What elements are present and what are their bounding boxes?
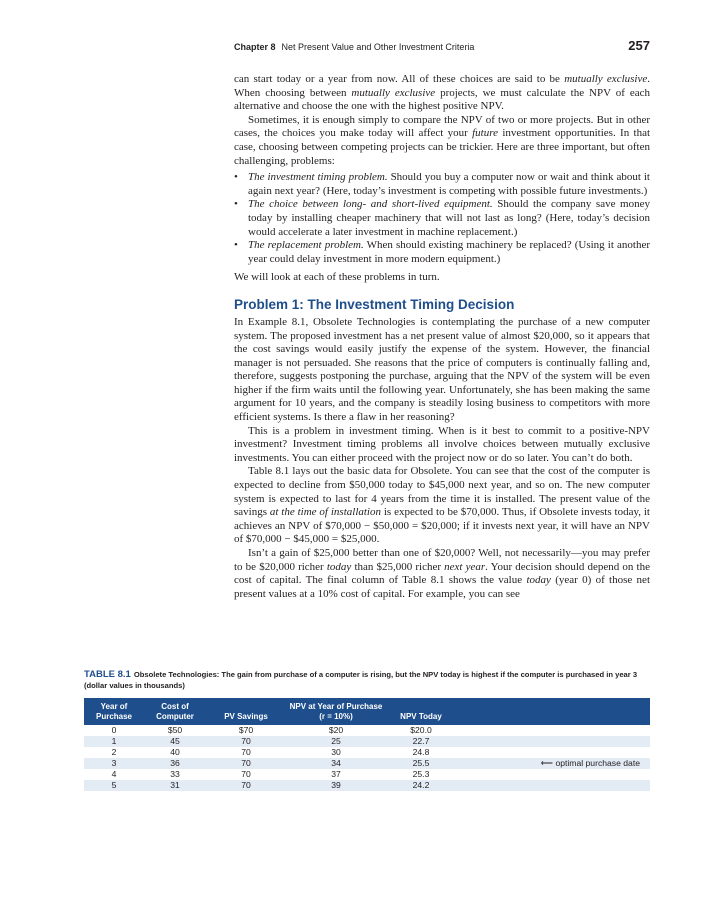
cell-year: 5 — [84, 780, 144, 791]
cell-note-optimal: ⟵ optimal purchase date — [456, 758, 650, 769]
cell-year: 4 — [111, 769, 117, 779]
cell-pv-savings: 70 — [206, 758, 286, 769]
table-row — [84, 736, 650, 747]
table-row — [84, 780, 650, 791]
cell-pv-savings: 70 — [206, 736, 286, 747]
paragraph: We will look at each of these problems in turn. — [234, 271, 440, 284]
col-note — [456, 698, 650, 725]
col-npv-today: NPV Today — [386, 698, 456, 725]
cell-npv-year: 34 — [286, 758, 386, 769]
table-caption — [84, 669, 650, 691]
cell-note — [456, 747, 650, 758]
col-year-of-purchase: Year of Purchase — [84, 698, 144, 725]
cell-cost: 40 — [170, 747, 180, 757]
cell-npv-today: 24.2 — [386, 780, 456, 791]
table-header-row — [84, 698, 650, 725]
cell-pv-savings: 70 — [241, 747, 251, 757]
body-text — [234, 73, 650, 601]
paragraph: Table 8.1 lays out the basic data for Obsolete. You can see that the cost of the computer is expected to decline from $50,000 today to $45,000 next year, and so on. The new computer system is expected to last for 4 years from the time it is installed. The present value of the savings at the time of installation is expected to be $70,000. Thus, if Obsolete invests today, it achieves an NPV of $70,000 − $50,000 = $20,000; if it invests next year, it will have an NPV of $70,000 − $45,000 = $25,000. — [234, 465, 650, 546]
paragraph: Isn’t a gain of $25,000 better than one of $20,000? Well, not necessarily—you may prefer to be $20,000 richer today than $25,000 richer next year. Your decision should depend on the cost of capital. The final column of Table 8.1 shows the value today (year 0) of those net present values at a 10% cost of capital. For example, you can see — [234, 547, 650, 600]
section-heading: Problem 1: The Investment Timing Decision — [234, 296, 515, 312]
cell-npv-year: $20 — [328, 725, 344, 735]
col-npv-at-year: NPV at Year of Purchase (r = 10%) — [286, 698, 386, 725]
list-item: • The replacement problem. When should existing machinery be replaced? (Using it another year could delay investment in more modern equipment.) — [234, 239, 650, 265]
cell-year: 1 — [84, 736, 144, 747]
paragraph: In Example 8.1, Obsolete Technologies is contemplating the purchase of a new computer system. The proposed investment has a net present value of almost $20,000, so it appears that the cost savings would easily justify the expense of the system. However, the financial manager is not persuaded. She reasons that the price of computers is continually falling and, therefore, suggests postponing the purchase, arguing that the NPV of the system will be even higher if the firm waits until the following year. Unfortunately, she has been making the same argument for 10 years, and the company is steadily losing business to competitors with more efficient systems. Is there a flaw in her reasoning? — [234, 315, 650, 424]
cell-cost: 45 — [144, 736, 206, 747]
cell-pv-savings: $70 — [238, 725, 254, 735]
cell-cost: 36 — [144, 758, 206, 769]
cell-pv-savings: 70 — [241, 769, 251, 779]
page-number: 257 — [628, 38, 650, 53]
cell-npv-today: 24.8 — [412, 747, 430, 757]
chapter-title: Chapter 8 Net Present Value and Other Investment Criteria — [234, 42, 475, 52]
col-pv-savings: PV Savings — [206, 698, 286, 725]
cell-year: 0 — [111, 725, 117, 735]
table-label: TABLE 8.1 — [84, 669, 131, 680]
paragraph: can start today or a year from now. All of these choices are said to be mutually exclusive. When choosing between mutually exclusive projects, we must calculate the NPV of each alternative and choose the one with the highest positive NPV. — [234, 73, 650, 113]
cell-npv-year: 39 — [286, 780, 386, 791]
paragraph: This is a problem in investment timing. When is it best to commit to a positive-NPV investment? Investment timing problems all involve choices between mutually exclusive investments. You can either proceed with the project now or do so later. You can’t do both. — [234, 424, 650, 464]
table-caption-text: Obsolete Technologies: The gain from purchase of a computer is rising, but the NPV today is highest if the computer is purchased in year 3 (dollar values in thousands) — [84, 670, 638, 690]
npv-table — [84, 698, 650, 791]
cell-npv-today: 25.3 — [412, 769, 430, 779]
cell-cost: $50 — [167, 725, 183, 735]
cell-note — [456, 769, 650, 780]
cell-npv-year: 25 — [286, 736, 386, 747]
cell-pv-savings: 70 — [206, 780, 286, 791]
cell-npv-year: 37 — [331, 769, 341, 779]
list-item: • The investment timing problem. Should you buy a computer now or wait and think about it again next year? (Here, today’s investment is competing with possible future investments.) — [234, 171, 650, 197]
cell-cost: 33 — [170, 769, 180, 779]
paragraph: Sometimes, it is enough simply to compare the NPV of two or more projects. But in other cases, the choices you make today will affect your future investment opportunities. In that case, choosing between competing projects can be trickier. Here are three important, but often challenging, problems: — [234, 113, 651, 167]
cell-cost: 31 — [144, 780, 206, 791]
cell-npv-today: $20.0 — [410, 725, 432, 735]
cell-npv-year: 30 — [331, 747, 341, 757]
running-header — [234, 38, 650, 54]
cell-year: 2 — [111, 747, 117, 757]
cell-note — [456, 736, 650, 747]
table-row — [84, 747, 650, 758]
col-cost-of-computer: Cost of Computer — [144, 698, 206, 725]
problem-list — [234, 171, 650, 266]
cell-note — [456, 780, 650, 791]
cell-note — [456, 725, 650, 736]
cell-year: 3 — [84, 758, 144, 769]
table-row — [84, 758, 650, 769]
cell-npv-today: 25.5 — [386, 758, 456, 769]
list-item: • The choice between long- and short-lived equipment. Should the company save money today by installing cheaper machinery that will not last as long? (Here, today’s decision would accelerate a later investment in machine replacement.) — [234, 198, 650, 238]
table-row — [84, 725, 650, 736]
cell-npv-today: 22.7 — [386, 736, 456, 747]
table-row — [84, 769, 650, 780]
